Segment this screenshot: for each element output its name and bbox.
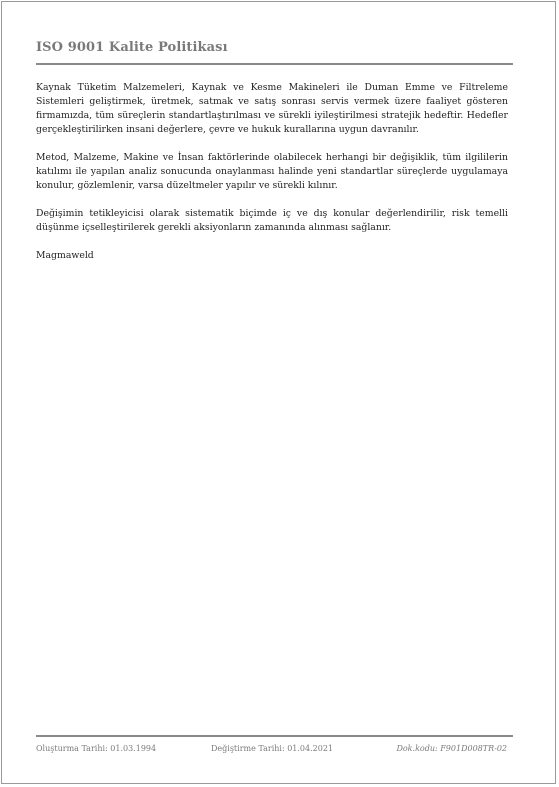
footer-document-code: Dok.kodu: F901D008TR-02: [396, 744, 507, 753]
document-body: [36, 81, 508, 277]
footer-divider: [36, 735, 513, 737]
company-signature: Magmaweld: [36, 250, 94, 261]
footer-created-date: Oluşturma Tarihi: 01.03.1994: [36, 744, 157, 753]
document-title: ISO 9001 Kalite Politikası: [36, 40, 228, 55]
policy-paragraph-3: Değişimin tetikleyicisi olarak sistematik biçimde iç ve dış konular değerlendirilir, risk temelli düşünme içselleştirilerek gerekli aksiyonların zamanında alınması sağlanır.: [36, 208, 508, 233]
footer-modified-date: Değiştirme Tarihi: 01.04.2021: [211, 744, 334, 753]
policy-paragraph-1: Kaynak Tüketim Malzemeleri, Kaynak ve Kesme Makineleri ile Duman Emme ve Filtreleme Sistemleri geliştirmek, üretmek, satmak ve satış sonrası servis vermek üzere faaliyet gösteren firmamızda, tüm süreçlerin standartlaştırılması ve sürekli iyileştirilmesi stratejik hedeftir. Hedefler gerçekleştirilirken insani değerlere, çevre ve hukuk kurallarına uygun davranılır.: [36, 82, 508, 135]
policy-paragraph-2: Metod, Malzeme, Makine ve İnsan faktörlerinde olabilecek herhangi bir değişiklik, tüm ilgililerin katılımı ile yapılan analiz sonucunda onaylanması halinde yeni standartlar süreçlerde uygulamaya konulur, gözlemlenir, varsa düzeltmeler yapılır ve sürekli kılınır.: [36, 152, 508, 191]
title-divider: [36, 63, 513, 65]
